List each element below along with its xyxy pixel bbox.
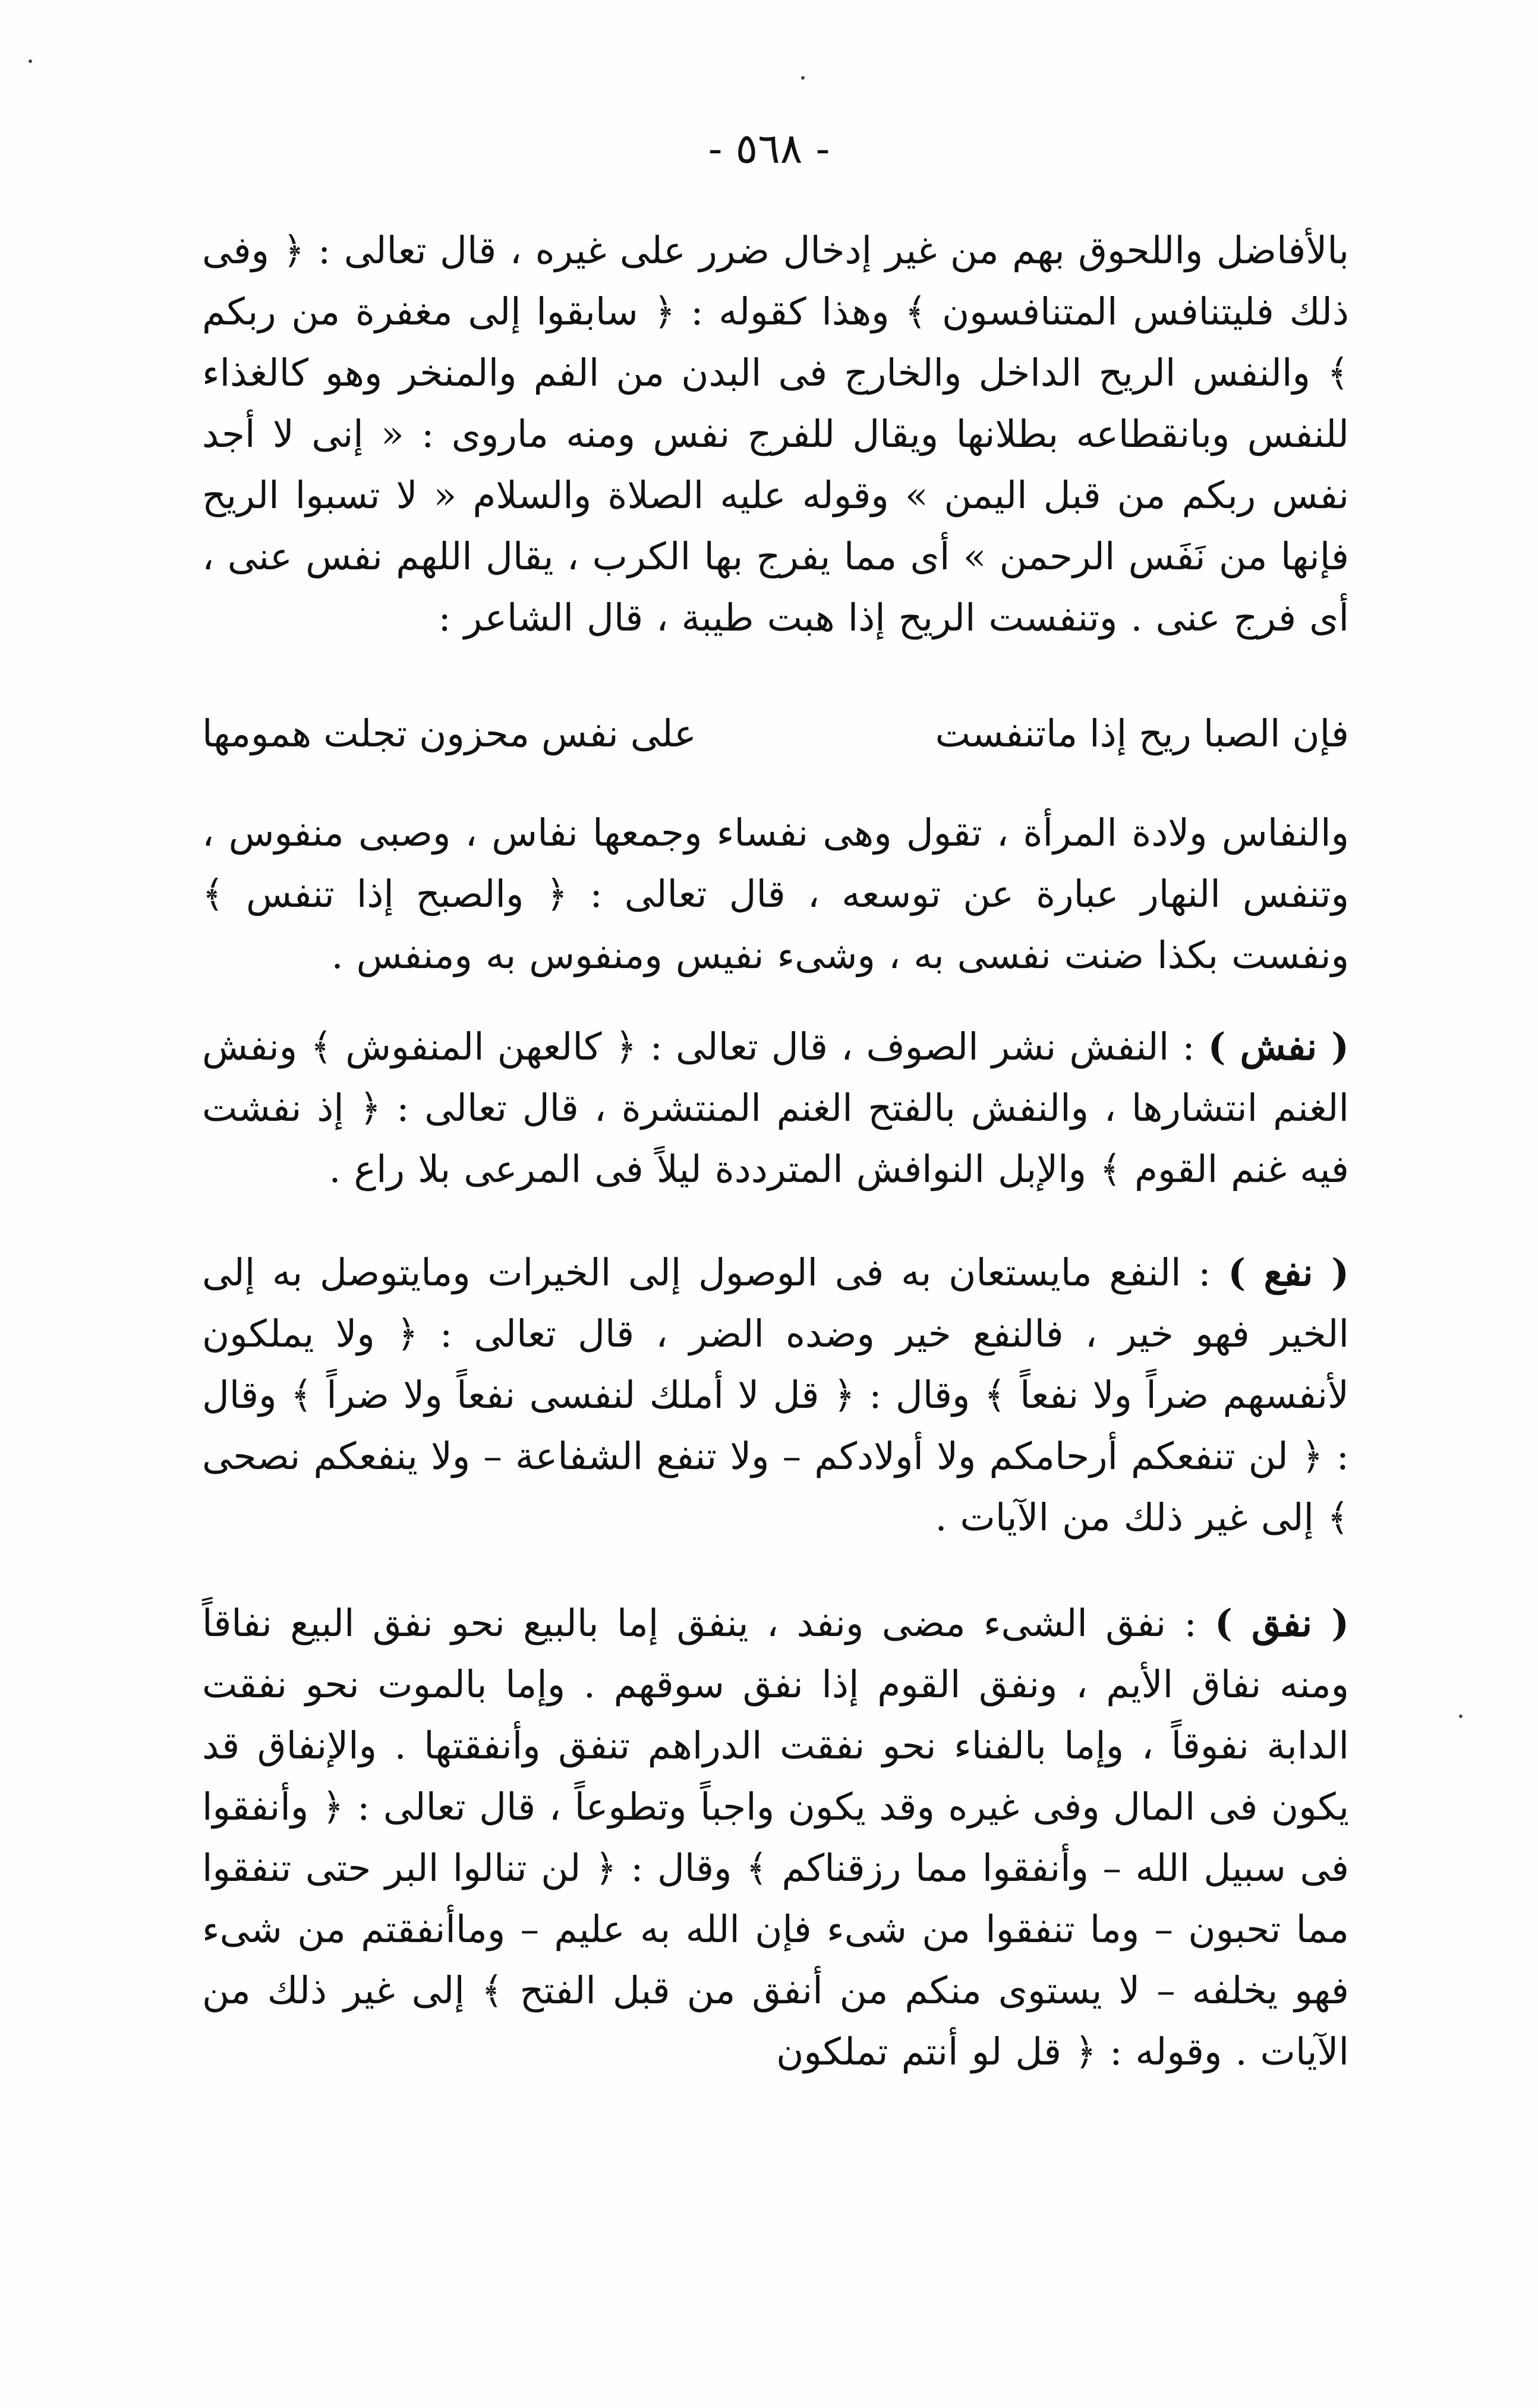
entry-headword: ( نفق ) xyxy=(1215,1601,1349,1645)
poem-second-hemistich: على نفس محزون تجلت همومها xyxy=(202,712,696,755)
poem-first-hemistich: فإن الصبا ريح إذا ماتنفست xyxy=(935,712,1349,755)
scan-speck xyxy=(1459,1714,1463,1718)
poem-verse xyxy=(202,701,1349,767)
scan-speck xyxy=(29,59,32,63)
entry-text: : النفع مايستعان به فى الوصول إلى الخيرات ومايتوصل به إلى الخير فهو خير ، فالنفع خير وضده الضر ، قال تعالى : ﴿ ولا يملكون لأنفسهم ضراً ولا نفعاً ﴾ وقال : ﴿ قل لا أملك لنفسى نفعاً ولا ضراً ﴾ وقال : ﴿ لن تنفعكم أرحامكم ولا أولادكم – ولا تنفع الشفاعة – ولا ينفعكم نصحى ﴾ إلى غير ذلك من الآيات . xyxy=(202,1251,1349,1539)
entry-nafa xyxy=(202,1242,1349,1548)
paragraph-nafs-continuation: بالأفاضل واللحوق بهم من غير إدخال ضرر على غيره ، قال تعالى : ﴿ وفى ذلك فليتنافس المتنافسون ﴾ وهذا كقوله : ﴿ سابقوا إلى مغفرة من ربكم ﴾ والنفس الريح الداخل والخارج فى البدن من الفم والمنخر وهو كالغذاء للنفس وبانقطاعه بطلانها ويقال للفرج نفس ومنه ماروى : « إنى لا أجد نفس ربكم من قبل اليمن » وقوله عليه الصلاة والسلام « لا تسبوا الريح فإنها من نَفَس الرحمن » أى مما يفرج بها الكرب ، يقال اللهم نفس عنى ، أى فرج عنى . وتنفست الريح إذا هبت طيبة ، قال الشاعر : xyxy=(202,229,1349,639)
page-number: - ٥٦٨ - xyxy=(708,124,830,173)
paragraph-nifas: والنفاس ولادة المرأة ، تقول وهى نفساء وجمعها نفاس ، وصبى منفوس ، وتنفس النهار عبارة عن توسعه ، قال تعالى : ﴿ والصبح إذا تنفس ﴾ ونفست بكذا ضنت نفسى به ، وشىء نفيس ومنفوس به ومنفس . xyxy=(202,811,1349,977)
entry-text: : نفق الشىء مضى ونفد ، ينفق إما بالبيع نحو نفق البيع نفاقاً ومنه نفاق الأيم ، ونفق القوم إذا نفق سوقهم . وإما بالموت نحو نفقت الدابة نفوقاً ، وإما بالفناء نحو نفقت الدراهم تنفق وأنفقتها . والإنفاق قد يكون فى المال وفى غيره وقد يكون واجباً وتطوعاً ، قال تعالى : ﴿ وأنفقوا فى سبيل الله – وأنفقوا مما رزقناكم ﴾ وقال : ﴿ لن تنالوا البر حتى تنفقوا مما تحبون – وما تنفقوا من شىء فإن الله به عليم – وماأنفقتم من شىء فهو يخلفه – لا يستوى منكم من أنفق من قبل الفتح ﴾ إلى غير ذلك من الآيات . وقوله : ﴿ قل لو أنتم تملكون xyxy=(202,1602,1349,2073)
entry-text: : النفش نشر الصوف ، قال تعالى : ﴿ كالعهن المنفوش ﴾ ونفش الغنم انتشارها ، والنفش بالفتح الغنم المنتشرة ، قال تعالى : ﴿ إذ نفشت فيه غنم القوم ﴾ والإبل النوافش المترددة ليلاً فى المرعى بلا راع . xyxy=(202,1025,1349,1191)
scan-speck xyxy=(801,76,805,80)
entry-nafaq xyxy=(202,1593,1349,2082)
entry-headword: ( نفش ) xyxy=(1208,1025,1349,1069)
entry-headword: ( نفع ) xyxy=(1228,1250,1350,1294)
entry-nafash xyxy=(202,1016,1349,1200)
